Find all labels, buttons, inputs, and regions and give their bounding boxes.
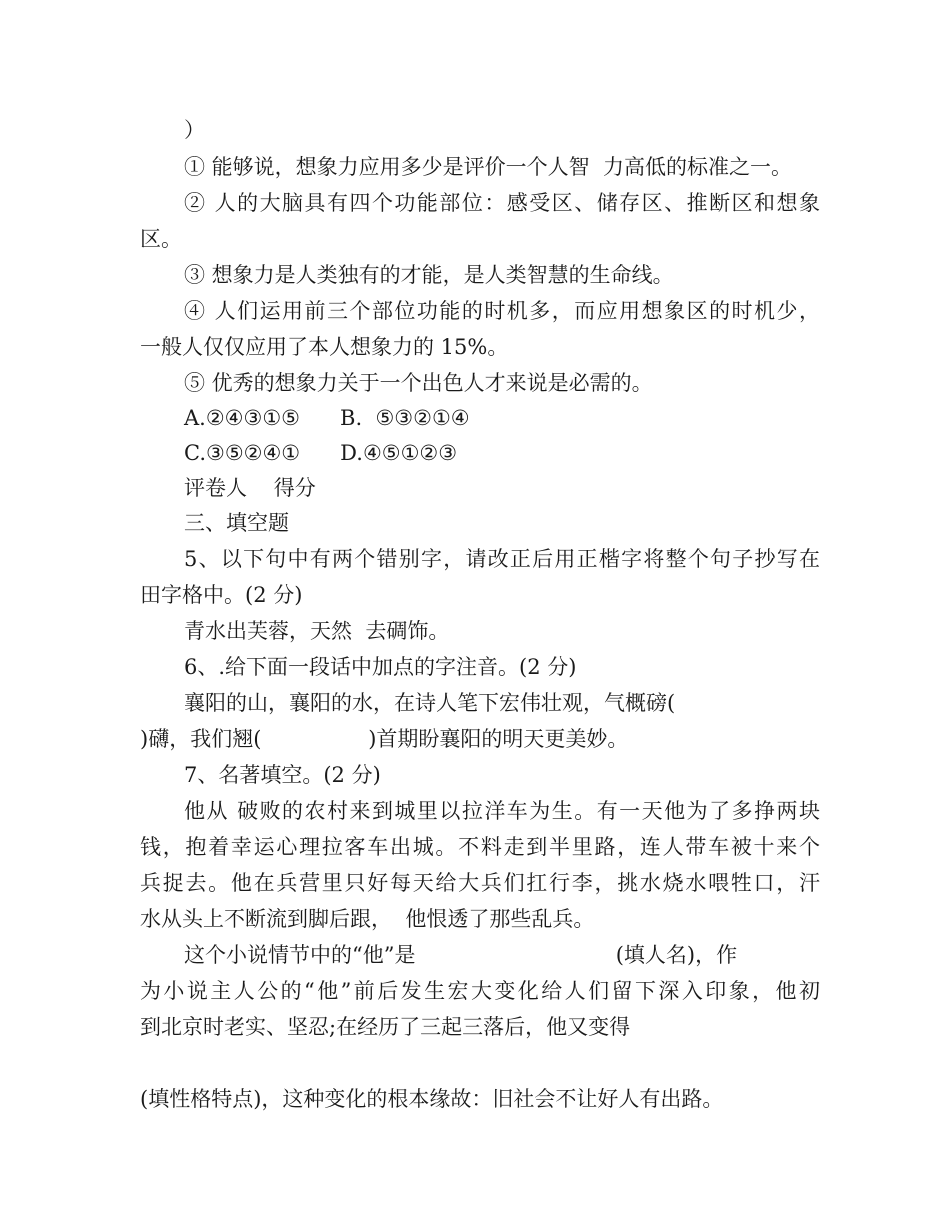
text-line: 这个小说情节中的“他”是 (填人名)，作 [184, 943, 738, 967]
text-line: 田字格中。(2 分) [140, 583, 303, 607]
text-line: 钱，抱着幸运心理拉客车出城。不料走到半里路，连人带车被十来个 [140, 835, 820, 859]
text-line: ③ 想象力是人类独有的才能，是人类智慧的生命线。 [184, 263, 674, 287]
text-line: 一般人仅仅应用了本人想象力的 15%。 [140, 335, 509, 359]
text-line: 兵捉去。他在兵营里只好每天给大兵们扛行李，挑水烧水喂牲口，汗 [140, 871, 820, 895]
text-line: ⑤ 优秀的想象力关于一个出色人才来说是必需的。 [184, 371, 653, 395]
text-line: ② 人的大脑具有四个功能部位：感受区、储存区、推断区和想象 [184, 191, 820, 215]
text-line: 襄阳的山，襄阳的水，在诗人笔下宏伟壮观，气概磅( [184, 691, 676, 715]
text-line: 水从头上不断流到脚后跟， 他恨透了那些乱兵。 [140, 907, 595, 931]
text-line: ① 能够说，想象力应用多少是评价一个人智 力高低的标准之一。 [184, 155, 793, 179]
question-7: 7、名著填空。(2 分) [184, 763, 381, 787]
text-line: 青水出芙蓉，天然 去碉饰。 [184, 619, 450, 643]
text-line: 到北京时老实、坚忍;在经历了三起三落后，他又变得 [140, 1015, 631, 1039]
text-line: 区。 [140, 227, 182, 251]
text-line: ） [184, 118, 205, 142]
section-heading: 三、填空题 [184, 511, 289, 535]
text-line: )礴，我们翘( )首期盼襄阳的明天更美妙。 [140, 727, 629, 751]
text-line: ④ 人们运用前三个部位功能的时机多，而应用想象区的时机少， [184, 299, 820, 323]
text-line: 为小说主人公的“他”前后发生宏大变化给人们留下深入印象，他初 [140, 979, 820, 1003]
option-line: A.②④③①⑤ B. ⑤③②①④ [184, 406, 470, 430]
question-5: 5、以下句中有两个错别字，请改正后用正楷字将整个句子抄写在 [184, 547, 820, 571]
option-line: C.③⑤②④① D.④⑤①②③ [184, 441, 458, 465]
text-line: (填性格特点)，这种变化的根本缘故：旧社会不让好人有出路。 [140, 1087, 724, 1111]
text-line: 他从 破败的农村来到城里以拉洋车为生。有一天他为了多挣两块 [184, 799, 820, 823]
question-6: 6、.给下面一段话中加点的字注音。(2 分) [184, 655, 577, 679]
grader-score-label: 评卷人 得分 [184, 476, 316, 500]
